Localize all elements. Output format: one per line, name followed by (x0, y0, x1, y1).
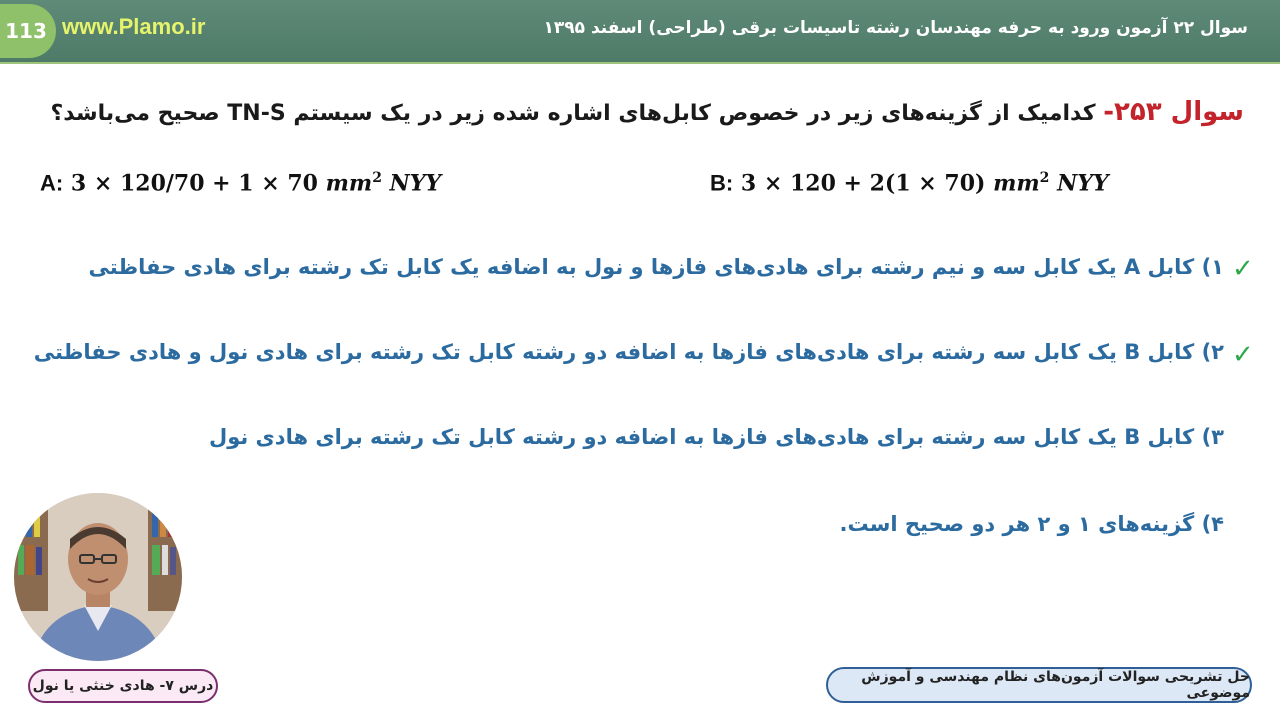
question-label: سوال ۲۵۳- (1103, 97, 1244, 127)
question-line (34, 97, 1244, 127)
option-1[interactable]: ۱) کابل A یک کابل سه و نیم رشته برای هادی‌های فازها و نول به اضافه یک کابل تک رشته برای هادی حفاظتی (88, 255, 1224, 279)
header-bar (0, 0, 1280, 64)
option-3[interactable]: ۳) کابل B یک کابل سه رشته برای هادی‌های فازها به اضافه دو رشته کابل تک رشته برای هادی نول (208, 425, 1224, 449)
formula-b-unit-exp: 2 (1039, 170, 1050, 186)
formula-a-unit: mm (325, 170, 373, 197)
formula-a-unit-exp: 2 (372, 170, 382, 186)
formula-a-expr: 3 × 120/70 + 1 × 70 (70, 170, 318, 197)
check-icon: ✓ (1232, 340, 1254, 370)
formula-b-unit: mm (993, 170, 1040, 197)
header-title: سوال ۲۲ آزمون ورود به حرفه مهندسان رشته تاسیسات برقی (طراحی) اسفند ۱۳۹۵ (543, 18, 1248, 38)
presenter-avatar (14, 493, 182, 661)
formula-b-cable: NYY (1057, 170, 1109, 197)
formula-b-tag: B: (710, 170, 734, 196)
site-url[interactable]: www.Plamo.ir (62, 14, 206, 39)
course-label: حل تشریحی سوالات آزمون‌های نظام مهندسی و آموزش موضوعی (826, 667, 1252, 703)
check-icon: ✓ (1232, 254, 1254, 284)
lesson-label: درس ۷- هادی خنثی یا نول (28, 669, 218, 703)
page-number-badge: 113 (0, 4, 56, 58)
option-4[interactable]: ۴) گزینه‌های ۱ و ۲ هر دو صحیح است. (839, 512, 1224, 536)
formula-a-tag: A: (40, 170, 64, 196)
presenter-illustration (14, 493, 182, 661)
formula-b (710, 170, 1109, 196)
option-2[interactable]: ۲) کابل B یک کابل سه رشته برای هادی‌های فازها به اضافه دو رشته کابل تک رشته برای هادی نول و هادی حفاظتی (33, 340, 1224, 364)
formula-a-cable: NYY (389, 170, 442, 197)
formula-a (40, 170, 441, 196)
formula-b-expr: 3 × 120 + 2(1 × 70) (740, 170, 986, 197)
question-text: کدامیک از گزینه‌های زیر در خصوص کابل‌های اشاره شده زیر در یک سیستم TN-S صحیح می‌باشد؟ (50, 101, 1096, 126)
